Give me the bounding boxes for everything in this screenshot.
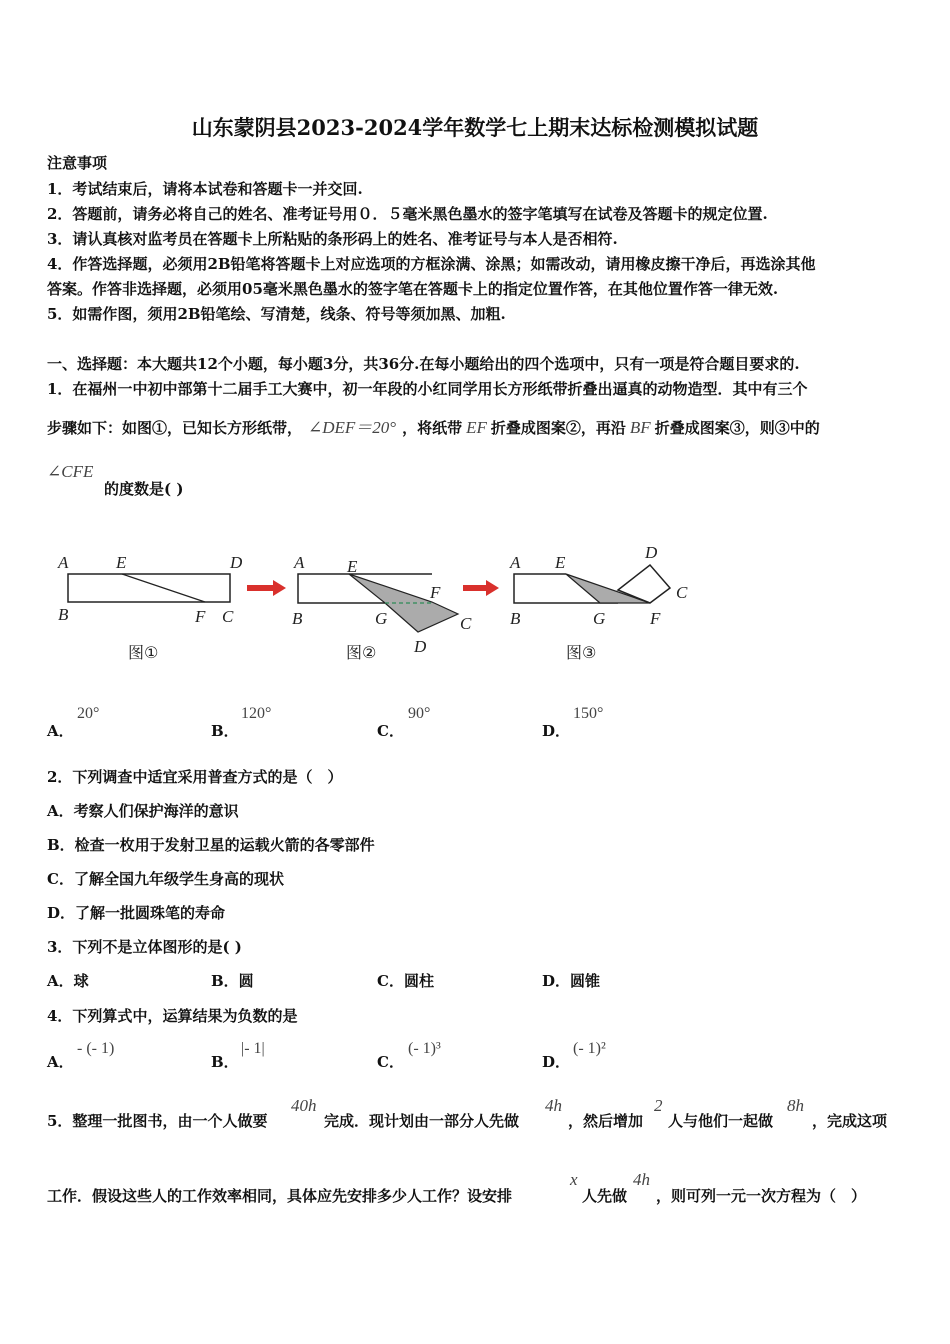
q2-option: B．检查一枚用于发射卫星的运载火箭的各零部件: [47, 836, 375, 854]
paper-strip: [68, 574, 230, 602]
q5-text-a: 5．整理一批图书，由一个人做要: [47, 1112, 268, 1130]
q1-text: 步骤如下：如图①，已知长方形纸带，: [47, 419, 303, 437]
q3-option: C．圆柱: [377, 972, 434, 990]
q5-math-40h: 40h: [291, 1096, 317, 1115]
label-c: C: [676, 583, 688, 602]
q1-option-d-value: 150°: [573, 705, 604, 722]
q1-option-d-label: D．: [542, 722, 571, 740]
q4-option-a-label: A．: [47, 1053, 74, 1071]
q1-text: 折叠成图案②，再沿: [490, 419, 626, 437]
figure-3: [509, 543, 688, 662]
q1-angle-def: ∠DEF＝20°: [308, 418, 397, 437]
q5-text-h: ，则可列一元一次方程为（ ）: [656, 1187, 867, 1205]
q2-option: C．了解全国九年级学生身高的现状: [47, 870, 284, 888]
q1-bf: BF: [629, 418, 651, 437]
label-g: G: [375, 609, 388, 628]
q3-option: A．球: [47, 972, 89, 990]
figure-2: [292, 553, 472, 662]
q1-angle-cfe: ∠CFE: [47, 462, 94, 481]
q5-math-4h: 4h: [545, 1096, 562, 1115]
label-d: D: [645, 543, 658, 562]
q2-option: A．考察人们保护海洋的意识: [47, 802, 239, 820]
q5-text-g: 人先做: [582, 1187, 628, 1205]
q4-option-a-value: - (- 1): [77, 1040, 115, 1057]
fold-line-ef: [122, 574, 205, 602]
q4-option-c-label: C．: [377, 1053, 404, 1071]
label-e: E: [347, 557, 358, 576]
label-c: C: [460, 614, 472, 633]
label-d: D: [230, 553, 243, 572]
label-f: F: [430, 583, 441, 602]
q5-text-b: 完成．现计划由一部分人先做: [324, 1112, 520, 1130]
label-b: B: [292, 609, 303, 628]
notice-item: 2．答题前，请务必将自己的姓名、准考证号用０．５毫米黑色墨水的签字笔填写在试卷及答题卡的规定位置.: [47, 205, 768, 223]
label-a: A: [294, 553, 305, 572]
q5-text-e: ，完成这项: [812, 1112, 888, 1130]
q1-line3: 的度数是( ): [104, 480, 184, 498]
q1-line2: [47, 413, 820, 438]
label-b: B: [510, 609, 521, 628]
q1-option-c-value: 90°: [408, 705, 431, 722]
q4-option-d-label: D．: [542, 1053, 571, 1071]
q5-math-x: x: [570, 1170, 578, 1189]
q4-option-b-label: B．: [211, 1053, 239, 1071]
q1-line1: 1．在福州一中初中部第十二届手工大赛中，初一年段的小红同学用长方形纸带折叠出逼真的动物造型．其中有三个: [47, 380, 808, 398]
q1-ef: EF: [466, 418, 487, 437]
q5-text-f: 工作．假设这些人的工作效率相同，具体应先安排多少人工作？设安排: [47, 1187, 513, 1205]
label-e: E: [555, 553, 566, 572]
notice-item: 4．作答选择题，必须用2B铅笔将答题卡上对应选项的方框涂满、涂黑；如需改动，请用橡皮擦干净后，再选涂其他: [47, 255, 816, 273]
label-c: C: [222, 607, 234, 626]
q1-option-b-value: 120°: [241, 705, 272, 722]
notice-item: 1．考试结束后，请将本试卷和答题卡一并交回.: [47, 180, 363, 198]
q1-text: 折叠成图案③，则③中的: [654, 419, 820, 437]
q5-math-4h-2: 4h: [633, 1170, 650, 1189]
q2-stem: 2．下列调查中适宜采用普查方式的是（ ）: [47, 768, 343, 786]
q5-text-d: 人与他们一起做: [668, 1112, 774, 1130]
q1-option-a-label: A．: [47, 722, 74, 740]
q1-text: ，将纸带: [402, 419, 463, 437]
label-f: F: [650, 609, 661, 628]
label-g: G: [593, 609, 606, 628]
q5-math-8h: 8h: [787, 1096, 804, 1115]
arrow-icon: [247, 580, 286, 596]
label-d: D: [414, 637, 427, 656]
q1-option-a-value: 20°: [77, 705, 100, 722]
q1-option-b-label: B．: [211, 722, 239, 740]
caption-1: 图①: [128, 643, 159, 662]
label-e: E: [116, 553, 127, 572]
q5-math-2: 2: [654, 1096, 663, 1115]
notice-heading: 注意事项: [47, 154, 108, 172]
caption-3: 图③: [566, 643, 597, 662]
q5-text-c: ，然后增加: [568, 1112, 644, 1130]
q3-stem: 3．下列不是立体图形的是( ): [47, 938, 242, 956]
notice-item: 5．如需作图，须用2B铅笔绘、写清楚，线条、符号等须加黑、加粗.: [47, 305, 506, 323]
q4-option-d-value: (- 1)²: [573, 1040, 606, 1057]
label-a: A: [510, 553, 521, 572]
q4-option-b-value: |- 1|: [241, 1040, 265, 1057]
caption-2: 图②: [346, 643, 377, 662]
q1-figure: [40, 530, 720, 670]
notice-item: 3．请认真核对监考员在答题卡上所粘贴的条形码上的姓名、准考证号与本人是否相符.: [47, 230, 618, 248]
arrow-icon: [463, 580, 499, 596]
section-heading: 一、选择题：本大题共12个小题，每小题3分，共36分.在每小题给出的四个选项中，只有一项是符合题目要求的.: [47, 355, 800, 373]
q4-stem: 4．下列算式中，运算结果为负数的是: [47, 1007, 298, 1025]
q2-option: D．了解一批圆珠笔的寿命: [47, 904, 226, 922]
label-f: F: [195, 607, 206, 626]
q3-option: D．圆锥: [542, 972, 601, 990]
label-a: A: [58, 553, 69, 572]
q1-option-c-label: C．: [377, 722, 404, 740]
q3-option: B．圆: [211, 972, 254, 990]
page-title: 山东蒙阴县2023-2024学年数学七上期末达标检测模拟试题: [191, 115, 759, 140]
q4-option-c-value: (- 1)³: [408, 1040, 441, 1057]
label-b: B: [58, 605, 69, 624]
figure-1: [57, 553, 243, 662]
notice-item: 答案。作答非选择题，必须用05毫米黑色墨水的签字笔在答题卡上的指定位置作答，在其他位置作答一律无效.: [47, 280, 779, 298]
